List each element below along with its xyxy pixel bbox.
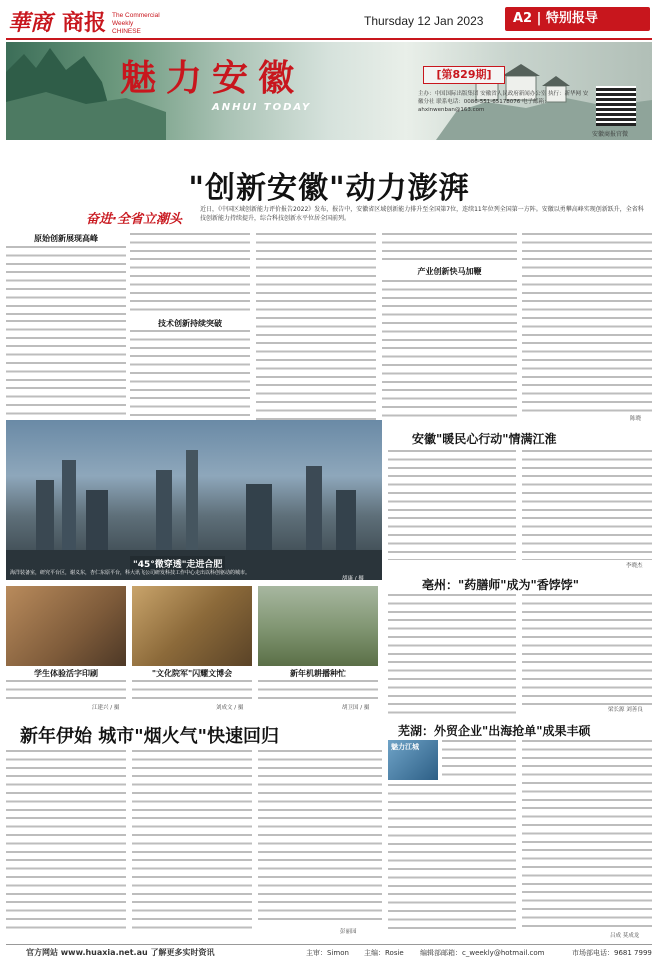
column-text	[388, 450, 516, 560]
photo-title: "45°微穿透"走进合肥	[130, 556, 225, 571]
story-newyear-headline: 新年伊始 城市"烟火气"快速回归	[20, 726, 280, 747]
footer-website[interactable]: 官方网站 www.huaxia.net.au 了解更多实时资讯	[26, 948, 215, 957]
qr-code[interactable]	[596, 86, 636, 126]
logo-main: 華商	[8, 10, 53, 36]
logo-english: The Commercial Weekly CHINESE	[112, 12, 160, 35]
small-photo-title-1: 学生体验活字印刷	[34, 669, 98, 678]
contact-info: 主办：中国国际出版集团 安徽省人民政府新闻办公室 执行：新华网 安徽分社 联系电话：0086-551-65178076 电子邮箱：ahxinwenban@163.com	[418, 91, 589, 113]
small-photo-credit-3: 胡卫国 / 摄	[342, 705, 370, 711]
photo-movable-type	[6, 586, 126, 666]
caption-text	[6, 680, 126, 702]
main-tagline: 奋进·全省立潮头	[86, 212, 182, 227]
column-text	[6, 246, 126, 316]
photo-credit: 胡康 / 摄	[342, 576, 364, 582]
top-rule	[6, 38, 652, 40]
banner-title: 魅力安徽	[120, 57, 305, 99]
column-text	[388, 784, 516, 934]
column-text	[382, 280, 517, 420]
story-wuhu-headline: 芜湖：外贸企业"出海抢单"成果丰硕	[398, 724, 591, 738]
issue-date: Thursday 12 Jan 2023	[364, 14, 484, 28]
main-headline: "创新安徽"动力澎湃	[188, 171, 470, 206]
edition-number: [第829期]	[423, 66, 505, 84]
photo-caption: 海洋装备室，研究平台区，谢义东，杏仁东原平台，科大讯飞公司研发科技工作中心走出以科创驱动的城市。	[10, 570, 251, 576]
story-bozhou-headline: 亳州："药膳师"成为"香饽饽"	[422, 578, 580, 592]
subhead-industry-innovation: 产业创新快马加鞭	[417, 267, 482, 276]
masthead	[0, 0, 658, 42]
story-warm-headline: 安徽"暖民心行动"情满江淮	[412, 432, 557, 446]
column-text	[442, 740, 516, 780]
column-text	[388, 594, 516, 714]
subhead-original-innovation: 原始创新展现高峰	[34, 234, 98, 243]
logo-sub: 商报	[62, 10, 107, 36]
main-author: 陈晓	[630, 416, 642, 422]
small-photo-credit-1: 江建兴 / 摄	[92, 705, 120, 711]
subhead-tech-innovation: 技术创新持续突破	[158, 319, 222, 328]
main-intro: 近日，《中国区域创新能力评价报告2022》发布，报告中，安徽省区域创新能力排升至全国第7位，连续11年位列全国第一方阵。安徽以勇攀高峰实现创新跃升，全省科技创新能力持续提升，综合科技创新水平位居全国前列。	[200, 206, 644, 222]
story-bozhou-author: 梁长源 刘善良	[608, 707, 643, 713]
caption-text	[258, 680, 378, 702]
footer-reviewer: 主编：Rosie	[364, 949, 404, 957]
story-newyear-author: 彭丽园	[340, 929, 357, 935]
wuhu-badge-label: 魅力江城	[391, 743, 419, 751]
wuhu-badge	[388, 740, 438, 780]
column-text	[522, 233, 652, 415]
section-label: A2 | 特别报导	[505, 7, 650, 31]
caption-text	[132, 680, 252, 702]
photo-farming	[258, 586, 378, 666]
column-text	[522, 594, 652, 706]
story-wuhu-author: 吕成 莫成龙	[610, 933, 640, 939]
column-text	[382, 233, 517, 263]
column-text	[258, 750, 382, 926]
banner-subtitle: ANHUI TODAY	[212, 102, 312, 113]
photo-culture-expo	[132, 586, 252, 666]
column-text	[522, 740, 652, 930]
column-text	[132, 750, 252, 934]
footer-editor: 主审：Simon	[306, 949, 349, 957]
small-photo-credit-2: 刘成文 / 摄	[216, 705, 244, 711]
footer-email[interactable]: 编辑部邮箱：c_weekly@hotmail.com	[420, 949, 545, 957]
column-text	[522, 450, 652, 560]
qr-caption: 安徽商报官微	[592, 131, 629, 138]
small-photo-title-3: 新年机耕播种忙	[290, 669, 346, 678]
footer	[6, 944, 652, 960]
story-warm-author: 李晓杰	[626, 563, 643, 569]
small-photo-title-2: "文化院军"闪耀文博会	[151, 669, 233, 678]
footer-phone: 市场部电话：9681 7999	[572, 949, 652, 957]
column-text	[6, 750, 126, 934]
column-text	[130, 233, 250, 315]
